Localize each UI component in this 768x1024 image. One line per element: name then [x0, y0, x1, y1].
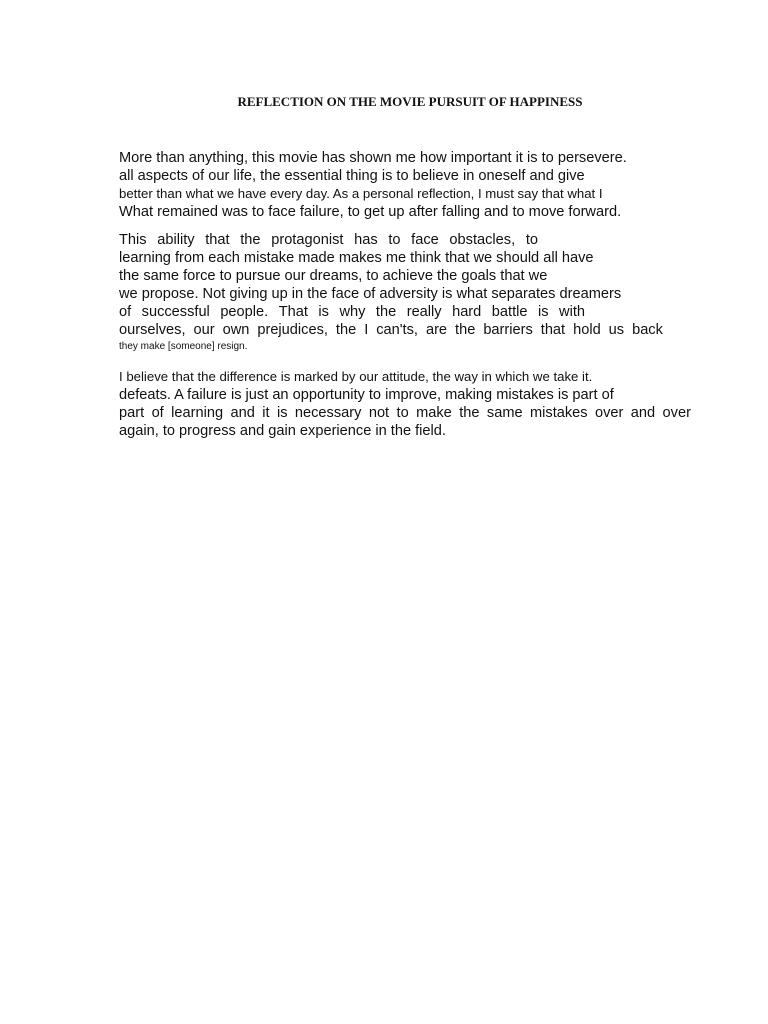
- paragraph-1-line-1: More than anything, this movie has shown me how important it is to persevere.: [119, 150, 627, 166]
- paragraph-1-line-4: What remained was to face failure, to get up after falling and to move forward.: [119, 204, 622, 220]
- word: barriers: [483, 322, 533, 338]
- word: own: [222, 322, 250, 338]
- paragraph-2-line-3: the same force to pursue our dreams, to achieve the goals that we: [119, 268, 548, 284]
- paragraph-3-line-1: I believe that the difference is marked by our attitude, the way in which we take it.: [119, 369, 593, 384]
- word: that: [540, 322, 566, 338]
- word: learning: [171, 405, 224, 421]
- document-title: REFLECTION ON THE MOVIE PURSUIT OF HAPPINESS: [237, 94, 583, 109]
- word: and: [630, 405, 656, 421]
- word: us: [608, 322, 625, 338]
- word: people.: [220, 304, 269, 320]
- paragraph-1-line-2: all aspects of our life, the essential thing is to believe in oneself and give: [119, 168, 585, 184]
- paragraph-2-line-1: [119, 233, 538, 248]
- word: of: [151, 405, 164, 421]
- word: face: [411, 232, 439, 248]
- word: and: [230, 405, 255, 421]
- word: to: [525, 232, 538, 248]
- word: the: [240, 232, 261, 248]
- word: the: [335, 322, 357, 338]
- word: is: [276, 405, 288, 421]
- word: the: [459, 405, 480, 421]
- paragraph-2-line-6: [119, 323, 663, 338]
- word: of: [119, 304, 132, 320]
- word: is: [538, 304, 549, 320]
- word: same: [486, 405, 523, 421]
- paragraph-2-line-2: learning from each mistake made makes me think that we should all have: [119, 250, 594, 266]
- word: really: [406, 304, 442, 320]
- word: are: [425, 322, 448, 338]
- word: That: [278, 304, 308, 320]
- word: part: [119, 405, 145, 421]
- word: necessary: [294, 405, 362, 421]
- word: the: [455, 322, 476, 338]
- paragraph-2-line-4: we propose. Not giving up in the face of adversity is what separates dreamers: [119, 286, 622, 302]
- paragraph-3-line-2: defeats. A failure is just an opportunity to improve, making mistakes is part of: [119, 387, 614, 403]
- word: successful: [141, 304, 210, 320]
- word: is: [318, 304, 329, 320]
- paragraph-3-line-4: again, to progress and gain experience in the field.: [119, 423, 446, 439]
- word: that: [205, 232, 230, 248]
- word: ability: [157, 232, 195, 248]
- word: obstacles,: [449, 232, 516, 248]
- word: make: [416, 405, 452, 421]
- word: over: [594, 405, 624, 421]
- word: protagonist: [271, 232, 344, 248]
- word: over: [662, 405, 691, 421]
- word: This: [119, 232, 147, 248]
- word: it: [262, 405, 270, 421]
- word: not: [368, 405, 390, 421]
- word: can'ts,: [376, 322, 418, 338]
- word: mistakes: [530, 405, 588, 421]
- word: with: [559, 304, 585, 320]
- word: battle: [491, 304, 528, 320]
- paragraph-1-line-3: better than what we have every day. As a personal reflection, I must say that what I: [119, 186, 603, 201]
- word: why: [339, 304, 366, 320]
- word: to: [396, 405, 409, 421]
- paragraph-3-line-3: [119, 406, 691, 421]
- word: prejudices,: [257, 322, 328, 338]
- word: hard: [452, 304, 482, 320]
- word: to: [388, 232, 401, 248]
- paragraph-2-line-7: they make [someone] resign.: [119, 341, 248, 352]
- word: the: [375, 304, 397, 320]
- word: our: [193, 322, 215, 338]
- word: ourselves,: [119, 322, 186, 338]
- word: hold: [573, 322, 601, 338]
- word: back: [632, 322, 663, 338]
- paragraph-2-line-5: [119, 305, 585, 320]
- word: has: [354, 232, 378, 248]
- word: I: [364, 322, 369, 338]
